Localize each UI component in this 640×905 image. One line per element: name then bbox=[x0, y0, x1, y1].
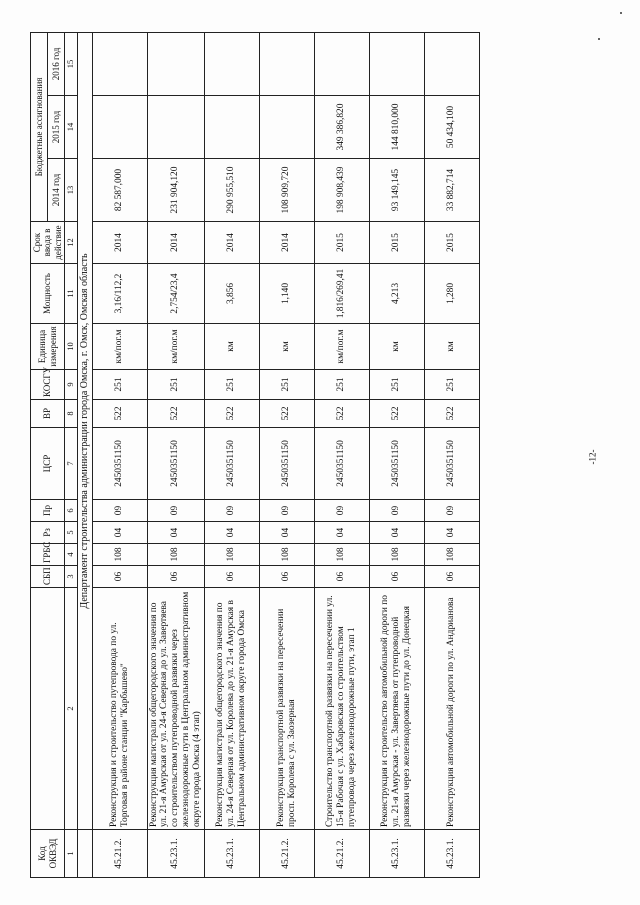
cell-term: 2014 bbox=[147, 222, 204, 264]
cell-okved: 45.23.1. bbox=[369, 830, 424, 878]
column-number: 9 bbox=[65, 370, 78, 400]
cell-year-2014: 198 908,439 bbox=[314, 159, 369, 222]
cell-csr: 2450351150 bbox=[259, 428, 314, 500]
cell-term: 2015 bbox=[369, 222, 424, 264]
cell-name: Реконструкция транспортной развязки на пересечении просп. Королева с ул. Заозерная bbox=[259, 588, 314, 830]
cell-grbs: 108 bbox=[204, 544, 259, 566]
rotated-table-sheet bbox=[30, 33, 610, 878]
cell-vr: 522 bbox=[369, 400, 424, 428]
cell-rz: 04 bbox=[369, 522, 424, 544]
cell-year-2015 bbox=[147, 96, 204, 159]
column-number: 5 bbox=[65, 522, 78, 544]
cell-year-2014: 33 882,714 bbox=[424, 159, 479, 222]
cell-kosgu: 251 bbox=[259, 370, 314, 400]
cell-kosgu: 251 bbox=[369, 370, 424, 400]
table-row bbox=[424, 32, 479, 877]
cell-grbs: 108 bbox=[92, 544, 147, 566]
cell-year-2016 bbox=[259, 32, 314, 95]
column-number: 14 bbox=[65, 96, 78, 159]
cell-year-2015: 349 386,820 bbox=[314, 96, 369, 159]
cell-kosgu: 251 bbox=[147, 370, 204, 400]
cell-term: 2014 bbox=[92, 222, 147, 264]
column-number: 13 bbox=[65, 159, 78, 222]
header-vr: ВР bbox=[31, 400, 65, 428]
table-row bbox=[369, 32, 424, 877]
cell-grbs: 108 bbox=[147, 544, 204, 566]
cell-year-2014: 290 955,510 bbox=[204, 159, 259, 222]
cell-sbp: 06 bbox=[369, 566, 424, 588]
section-spacer bbox=[78, 830, 93, 878]
header-2015: 2015 год bbox=[48, 96, 65, 159]
cell-vr: 522 bbox=[147, 400, 204, 428]
cell-grbs: 108 bbox=[424, 544, 479, 566]
cell-capacityear-: 3,16/112,2 bbox=[92, 264, 147, 324]
budget-table bbox=[30, 32, 480, 878]
cell-okved: 45.23.1. bbox=[147, 830, 204, 878]
cell-kosgu: 251 bbox=[314, 370, 369, 400]
cell-pr: 09 bbox=[369, 500, 424, 522]
header-name bbox=[31, 588, 65, 830]
cell-year-2014: 93 149,145 bbox=[369, 159, 424, 222]
cell-year-2015: 50 434,100 bbox=[424, 96, 479, 159]
cell-pr: 09 bbox=[204, 500, 259, 522]
cell-pr: 09 bbox=[92, 500, 147, 522]
cell-year-2014: 231 904,120 bbox=[147, 159, 204, 222]
header-okved: Код ОКВЭД bbox=[31, 830, 65, 878]
cell-sbp: 06 bbox=[424, 566, 479, 588]
column-number: 2 bbox=[65, 588, 78, 830]
cell-year-2016 bbox=[369, 32, 424, 95]
cell-sbp: 06 bbox=[92, 566, 147, 588]
cell-rz: 04 bbox=[259, 522, 314, 544]
cell-kosgu: 251 bbox=[424, 370, 479, 400]
cell-name: Реконструкция магистрали общегородского значения по ул. 24-я Северная от ул. Королева до ул. 21-я Амурская в Центральном административном округе города Омска bbox=[204, 588, 259, 830]
table-row bbox=[314, 32, 369, 877]
cell-name: Реконструкция магистрали общегородского значения по ул. 21-я Амурская от ул. 24-я Северная до ул. Завертяева со строительством путепроводной развязки через железнодорожные пути в Центральном административном округе города Омска (4 этап) bbox=[147, 588, 204, 830]
cell-name: Строительство транспортной развязки на пересечении ул. 15-я Рабочая с ул. Хабаровская со строительством путепровода через железнодорожные пути, этап 1 bbox=[314, 588, 369, 830]
cell-rz: 04 bbox=[314, 522, 369, 544]
cell-year-2016 bbox=[147, 32, 204, 95]
column-number: 4 bbox=[65, 544, 78, 566]
cell-year-2016 bbox=[92, 32, 147, 95]
header-grbs: ГРБС bbox=[31, 544, 65, 566]
cell-year-2015: 144 810,000 bbox=[369, 96, 424, 159]
cell-name: Реконструкция автомобильной дороги по ул. Андрианова bbox=[424, 588, 479, 830]
column-number: 8 bbox=[65, 400, 78, 428]
cell-okved: 45.21.2. bbox=[314, 830, 369, 878]
table-row bbox=[204, 32, 259, 877]
cell-capacityear-: 1,280 bbox=[424, 264, 479, 324]
cell-term: 2014 bbox=[204, 222, 259, 264]
cell-term: 2014 bbox=[259, 222, 314, 264]
cell-unit: км bbox=[204, 324, 259, 370]
cell-okved: 45.23.1. bbox=[424, 830, 479, 878]
column-number: 15 bbox=[65, 32, 78, 95]
cell-vr: 522 bbox=[92, 400, 147, 428]
cell-unit: км bbox=[424, 324, 479, 370]
cell-pr: 09 bbox=[314, 500, 369, 522]
page-number: -12- bbox=[587, 449, 598, 465]
cell-pr: 09 bbox=[424, 500, 479, 522]
header-term: Срок ввода в действие bbox=[31, 222, 65, 264]
header-rz: Рз bbox=[31, 522, 65, 544]
header-unit: Единица измерения bbox=[31, 324, 65, 370]
table-row bbox=[92, 32, 147, 877]
cell-year-2014: 108 909,720 bbox=[259, 159, 314, 222]
cell-pr: 09 bbox=[259, 500, 314, 522]
header-capacity: Мощность bbox=[31, 264, 65, 324]
header-budget: Бюджетные ассигнования bbox=[31, 32, 48, 221]
cell-unit: км/пог.м bbox=[147, 324, 204, 370]
header-2016: 2016 год bbox=[48, 32, 65, 95]
cell-vr: 522 bbox=[204, 400, 259, 428]
cell-name: Реконструкция и строительство путепровода по ул. Торговая в районе станции "Карбышево" bbox=[92, 588, 147, 830]
cell-year-2016 bbox=[314, 32, 369, 95]
header-pr: Пр bbox=[31, 500, 65, 522]
column-number: 1 bbox=[65, 830, 78, 878]
cell-term: 2015 bbox=[314, 222, 369, 264]
column-number: 3 bbox=[65, 566, 78, 588]
cell-csr: 2450351150 bbox=[314, 428, 369, 500]
header-sbp: СБП bbox=[31, 566, 65, 588]
cell-year-2016 bbox=[424, 32, 479, 95]
cell-sbp: 06 bbox=[314, 566, 369, 588]
cell-term: 2015 bbox=[424, 222, 479, 264]
header-csr: ЦСР bbox=[31, 428, 65, 500]
cell-csr: 2450351150 bbox=[204, 428, 259, 500]
cell-capacityear-: 1,140 bbox=[259, 264, 314, 324]
cell-kosgu: 251 bbox=[204, 370, 259, 400]
cell-grbs: 108 bbox=[369, 544, 424, 566]
cell-unit: км/пог.м bbox=[92, 324, 147, 370]
cell-okved: 45.23.1. bbox=[204, 830, 259, 878]
cell-year-2015 bbox=[259, 96, 314, 159]
cell-rz: 04 bbox=[424, 522, 479, 544]
cell-unit: км bbox=[369, 324, 424, 370]
cell-year-2015 bbox=[204, 96, 259, 159]
section-title: Департамент строительства администрации города Омска, г. Омск, Омская область bbox=[78, 32, 93, 829]
cell-vr: 522 bbox=[259, 400, 314, 428]
column-number: 6 bbox=[65, 500, 78, 522]
cell-capacityear-: 1,816/269,41 bbox=[314, 264, 369, 324]
cell-grbs: 108 bbox=[314, 544, 369, 566]
cell-pr: 09 bbox=[147, 500, 204, 522]
cell-rz: 04 bbox=[204, 522, 259, 544]
cell-rz: 04 bbox=[147, 522, 204, 544]
column-number: 7 bbox=[65, 428, 78, 500]
cell-okved: 45.21.2. bbox=[259, 830, 314, 878]
cell-rz: 04 bbox=[92, 522, 147, 544]
column-number-row bbox=[65, 32, 78, 877]
cell-capacityear-: 3,856 bbox=[204, 264, 259, 324]
cell-sbp: 06 bbox=[204, 566, 259, 588]
header-kosgu: КОСГУ bbox=[31, 370, 65, 400]
cell-csr: 2450351150 bbox=[369, 428, 424, 500]
cell-unit: км/пог.м bbox=[314, 324, 369, 370]
table-row bbox=[259, 32, 314, 877]
cell-csr: 2450351150 bbox=[92, 428, 147, 500]
cell-csr: 2450351150 bbox=[147, 428, 204, 500]
cell-name: Реконструкция и строительство автомобильной дороги по ул. 21-я Амурская - ул. Завертяева от путепроводной развязки через железнодорожные пути до ул. Донецкая bbox=[369, 588, 424, 830]
cell-unit: км bbox=[259, 324, 314, 370]
cell-grbs: 108 bbox=[259, 544, 314, 566]
column-number: 10 bbox=[65, 324, 78, 370]
cell-vr: 522 bbox=[424, 400, 479, 428]
cell-year-2014: 82 587,000 bbox=[92, 159, 147, 222]
header-2014: 2014 год bbox=[48, 159, 65, 222]
cell-kosgu: 251 bbox=[92, 370, 147, 400]
cell-year-2016 bbox=[204, 32, 259, 95]
cell-year-2015 bbox=[92, 96, 147, 159]
cell-vr: 522 bbox=[314, 400, 369, 428]
column-number: 11 bbox=[65, 264, 78, 324]
column-number: 12 bbox=[65, 222, 78, 264]
scan-speck bbox=[620, 12, 622, 14]
cell-capacityear-: 4,213 bbox=[369, 264, 424, 324]
cell-okved: 45.21.2. bbox=[92, 830, 147, 878]
cell-sbp: 06 bbox=[147, 566, 204, 588]
cell-sbp: 06 bbox=[259, 566, 314, 588]
cell-capacityear-: 2,754/23,4 bbox=[147, 264, 204, 324]
cell-csr: 2450351150 bbox=[424, 428, 479, 500]
table-row bbox=[147, 32, 204, 877]
